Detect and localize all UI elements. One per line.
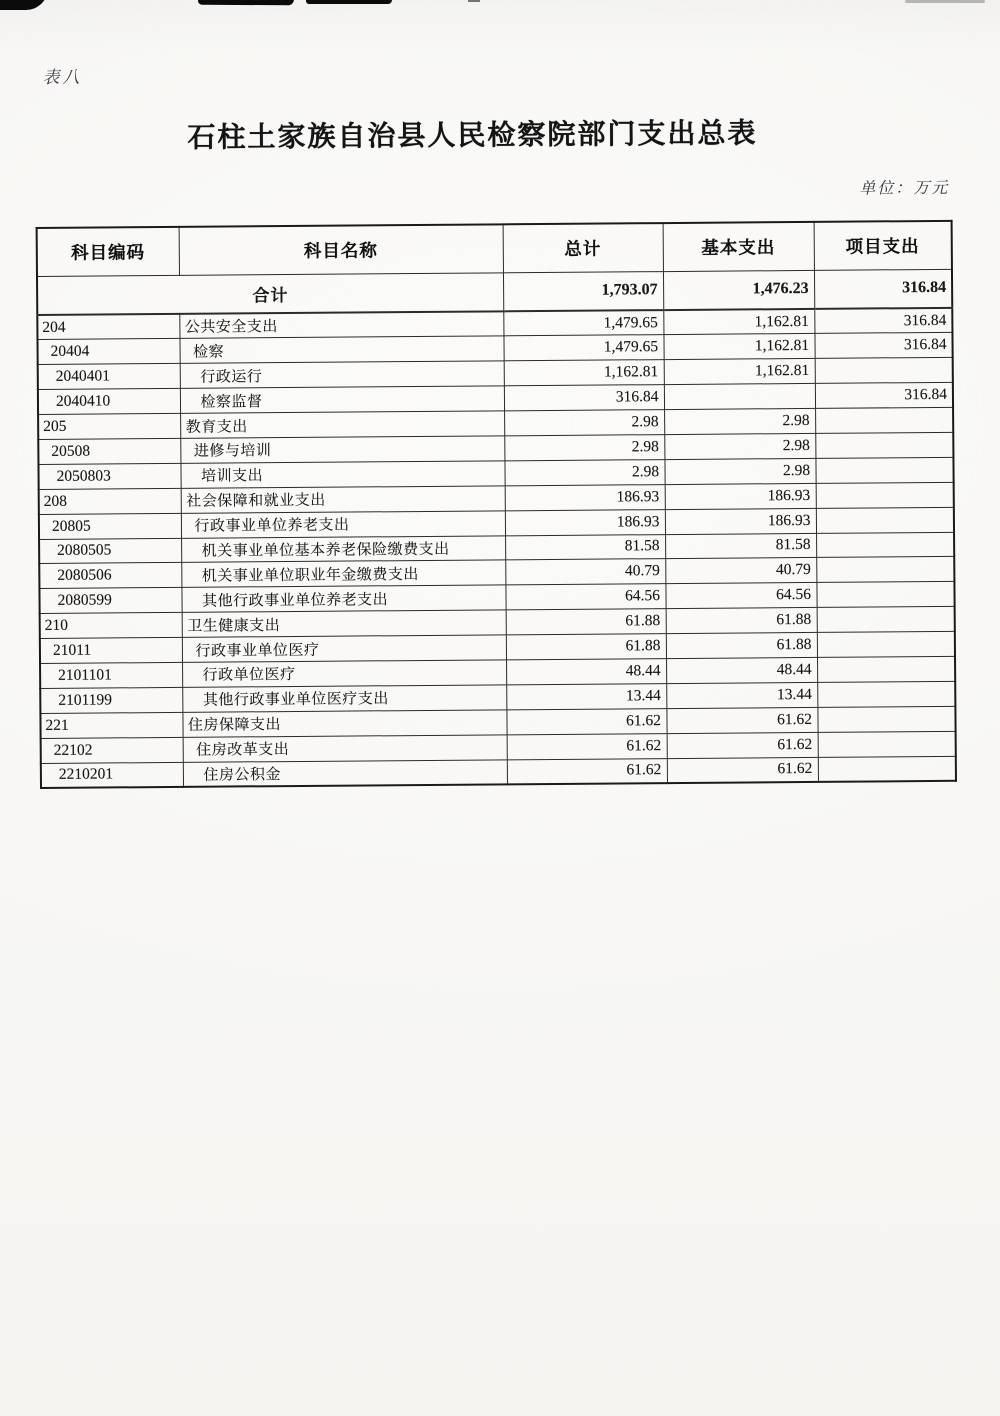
table-number-label: 表八 <box>42 67 83 87</box>
total-value-cell: 1,479.65 <box>503 335 663 361</box>
col-header-subject-name: 科目名称 <box>179 224 503 275</box>
subject-name-cell: 检察监督 <box>180 386 504 413</box>
basic-expenditure-cell: 64.56 <box>665 583 816 609</box>
unit-note: 单位：万元 <box>859 179 950 198</box>
subject-name-cell: 其他行政事业单位医疗支出 <box>182 685 506 712</box>
project-expenditure-cell <box>815 407 953 433</box>
project-expenditure-cell <box>817 656 955 682</box>
total-value-cell: 61.62 <box>507 758 667 784</box>
subject-code-cell: 221 <box>40 712 182 738</box>
subject-code-cell: 2050803 <box>38 463 180 489</box>
subject-name-cell: 住房保障支出 <box>182 710 506 737</box>
subject-name-cell: 机关事业单位职业年金缴费支出 <box>181 560 505 587</box>
basic-expenditure-cell: 2.98 <box>664 408 815 434</box>
header-row <box>37 221 952 276</box>
basic-expenditure-cell: 61.62 <box>667 757 818 783</box>
subject-code-cell: 2101199 <box>40 687 182 713</box>
total-value-cell: 61.62 <box>506 708 666 734</box>
subject-name-cell: 公共安全支出 <box>179 311 503 338</box>
subject-name-cell: 行政运行 <box>180 361 504 388</box>
basic-expenditure-cell: 61.62 <box>667 732 818 758</box>
subject-code-cell: 22102 <box>41 737 183 763</box>
project-expenditure-cell <box>816 532 954 558</box>
project-expenditure-cell <box>817 606 955 632</box>
project-expenditure-cell: 316.84 <box>814 333 952 359</box>
basic-expenditure-cell: 40.79 <box>665 558 816 584</box>
project-expenditure-cell <box>816 582 954 608</box>
total-value-cell: 81.58 <box>505 534 665 560</box>
col-header-project-expenditure: 项目支出 <box>814 221 952 270</box>
total-value-cell: 61.88 <box>506 609 666 635</box>
basic-expenditure-cell: 186.93 <box>665 508 816 534</box>
subject-code-cell: 20805 <box>39 513 181 539</box>
subject-name-cell: 卫生健康支出 <box>182 610 506 637</box>
subject-code-cell: 2080599 <box>39 588 181 614</box>
basic-expenditure-cell: 61.88 <box>666 608 817 634</box>
subject-code-cell: 2080505 <box>39 538 181 564</box>
subject-name-cell: 进修与培训 <box>180 436 504 463</box>
col-header-basic-expenditure: 基本支出 <box>663 222 814 271</box>
project-expenditure-cell <box>815 457 953 483</box>
subject-code-cell: 208 <box>39 488 181 514</box>
project-expenditure-cell <box>816 557 954 583</box>
basic-expenditure-cell: 2.98 <box>664 458 815 484</box>
subject-name-cell: 培训支出 <box>180 461 504 488</box>
project-expenditure-cell: 316.84 <box>814 308 952 334</box>
subject-name-cell: 其他行政事业单位养老支出 <box>181 585 505 612</box>
basic-expenditure-cell: 2.98 <box>664 433 815 459</box>
subject-code-cell: 20508 <box>38 438 180 464</box>
basic-expenditure-cell: 1,162.81 <box>664 359 815 385</box>
total-value-cell: 2.98 <box>504 435 664 461</box>
project-expenditure-cell <box>817 631 955 657</box>
total-value-cell: 13.44 <box>506 683 666 709</box>
total-value-cell: 316.84 <box>504 385 664 411</box>
subject-code-cell: 2210201 <box>41 762 183 788</box>
subject-code-cell: 205 <box>38 413 180 439</box>
basic-expenditure-cell: 48.44 <box>666 657 817 683</box>
col-header-total: 总计 <box>503 223 663 272</box>
col-header-subject-code: 科目编码 <box>37 227 179 276</box>
grand-total-total-value: 1,793.07 <box>503 271 663 311</box>
total-value-cell: 61.88 <box>506 634 666 660</box>
grand-total-label: 合计 <box>37 272 503 315</box>
subject-code-cell: 20404 <box>37 339 179 365</box>
basic-expenditure-cell: 186.93 <box>665 483 816 509</box>
total-value-cell: 1,162.81 <box>504 360 664 386</box>
basic-expenditure-cell: 81.58 <box>665 533 816 559</box>
total-value-cell: 61.62 <box>507 733 667 759</box>
document-title: 石柱土家族自治县人民检察院部门支出总表 <box>187 117 758 153</box>
subject-name-cell: 住房改革支出 <box>183 734 507 761</box>
grand-total-project-value: 316.84 <box>814 269 952 309</box>
expenditure-summary-table <box>36 220 957 789</box>
total-value-cell: 48.44 <box>506 659 666 685</box>
total-value-cell: 40.79 <box>505 559 665 585</box>
project-expenditure-cell <box>815 358 953 384</box>
project-expenditure-cell <box>817 706 955 732</box>
subject-code-cell: 210 <box>40 613 182 639</box>
subject-code-cell: 204 <box>37 314 179 340</box>
total-value-cell: 2.98 <box>504 459 664 485</box>
total-value-cell: 186.93 <box>505 509 665 535</box>
basic-expenditure-cell: 1,162.81 <box>663 334 814 360</box>
project-expenditure-cell <box>817 681 955 707</box>
subject-code-cell: 2040410 <box>38 389 180 415</box>
basic-expenditure-cell: 61.62 <box>666 707 817 733</box>
subject-name-cell: 行政单位医疗 <box>182 660 506 687</box>
subject-name-cell: 行政事业单位养老支出 <box>181 510 505 537</box>
project-expenditure-cell: 316.84 <box>815 382 953 408</box>
project-expenditure-cell <box>818 756 956 782</box>
subject-name-cell: 行政事业单位医疗 <box>182 635 506 662</box>
basic-expenditure-cell <box>664 384 815 410</box>
project-expenditure-cell <box>816 482 954 508</box>
project-expenditure-cell <box>818 731 956 757</box>
total-value-cell: 64.56 <box>505 584 665 610</box>
total-value-cell: 2.98 <box>504 410 664 436</box>
subject-name-cell: 住房公积金 <box>183 759 507 786</box>
basic-expenditure-cell: 13.44 <box>666 682 817 708</box>
grand-total-basic-value: 1,476.23 <box>663 270 814 310</box>
subject-name-cell: 机关事业单位基本养老保险缴费支出 <box>181 535 505 562</box>
subject-code-cell: 2080506 <box>39 563 181 589</box>
subject-code-cell: 2101101 <box>40 662 182 688</box>
basic-expenditure-cell: 1,162.81 <box>663 309 814 335</box>
subject-name-cell: 社会保障和就业支出 <box>181 486 505 513</box>
subject-name-cell: 检察 <box>179 336 503 363</box>
subject-code-cell: 2040401 <box>38 364 180 390</box>
total-value-cell: 1,479.65 <box>503 310 663 336</box>
subject-code-cell: 21011 <box>40 637 182 663</box>
project-expenditure-cell <box>816 507 954 533</box>
project-expenditure-cell <box>815 432 953 458</box>
total-value-cell: 186.93 <box>505 484 665 510</box>
subject-name-cell: 教育支出 <box>180 411 504 438</box>
basic-expenditure-cell: 61.88 <box>666 632 817 658</box>
